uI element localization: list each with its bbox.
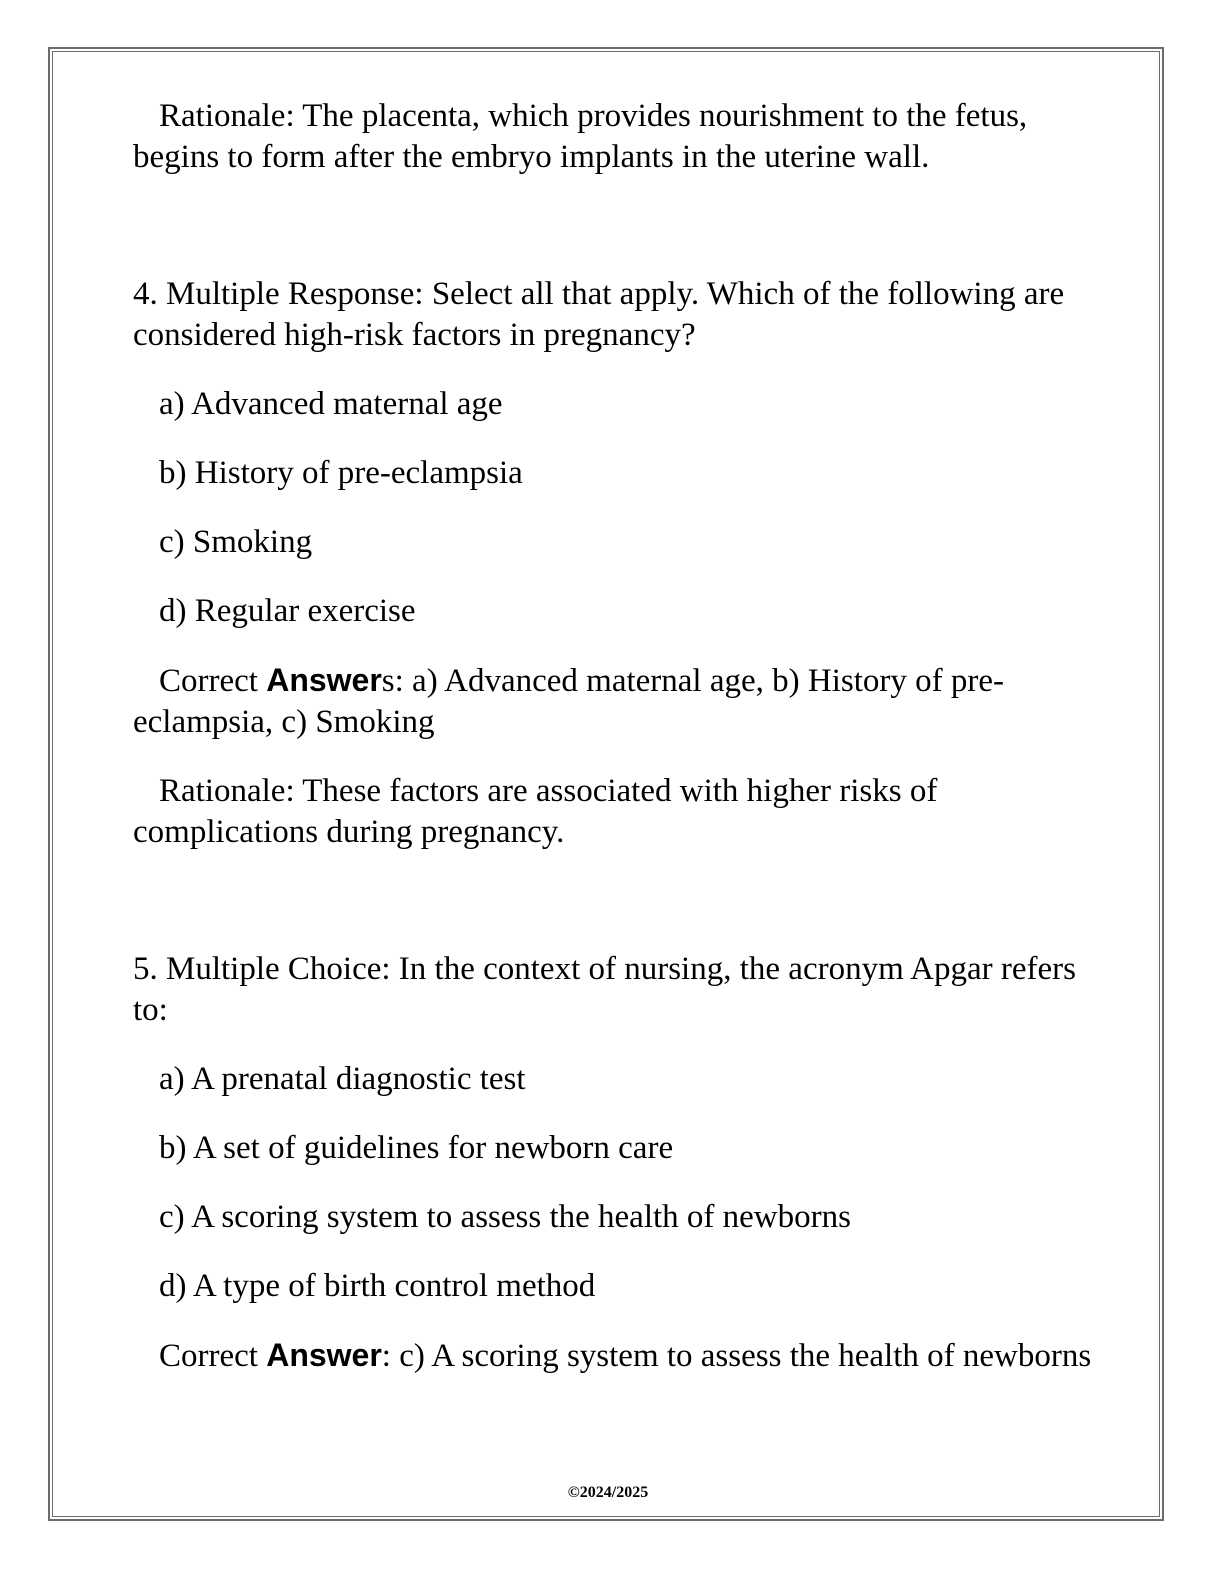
q4-correct-answer: [133, 660, 1093, 743]
q5-option-d: d) A type of birth control method: [159, 1268, 596, 1304]
q4-answer-word: Answer: [266, 662, 382, 698]
q5-answer-prefix: Correct: [159, 1338, 267, 1374]
q3-rationale: Rationale: The placenta, which provides nourishment to the fetus, begins to form after the embryo implants in the uterine wall.: [133, 98, 1028, 175]
q4-option-c: c) Smoking: [159, 524, 313, 560]
page-content: [133, 96, 1093, 1377]
q5-answer-text: : c) A scoring system to assess the health of newborns: [381, 1338, 1092, 1374]
q5-option-b: b) A set of guidelines for newborn care: [159, 1130, 674, 1166]
q5-correct-answer: [133, 1335, 1093, 1377]
q4-option-a: a) Advanced maternal age: [159, 386, 503, 422]
q4-rationale: Rationale: These factors are associated with higher risks of complications during pregnancy.: [133, 773, 938, 850]
q4-option-b: b) History of pre-eclampsia: [159, 455, 523, 491]
copyright-footer: ©2024/2025: [567, 1484, 649, 1501]
q4-question: 4. Multiple Response: Select all that apply. Which of the following are considered high-risk factors in pregnancy?: [133, 276, 1065, 353]
q4-answer-prefix: Correct: [159, 663, 267, 699]
q5-option-c: c) A scoring system to assess the health of newborns: [159, 1199, 851, 1235]
q4-option-d: d) Regular exercise: [159, 593, 416, 629]
q5-question: 5. Multiple Choice: In the context of nursing, the acronym Apgar refers to:: [133, 951, 1076, 1028]
q5-option-a: a) A prenatal diagnostic test: [159, 1061, 526, 1097]
q5-answer-word: Answer: [266, 1337, 382, 1373]
q4-answer-text: s: a) Advanced maternal age, b) History of pre-eclampsia, c) Smoking: [133, 663, 1004, 740]
